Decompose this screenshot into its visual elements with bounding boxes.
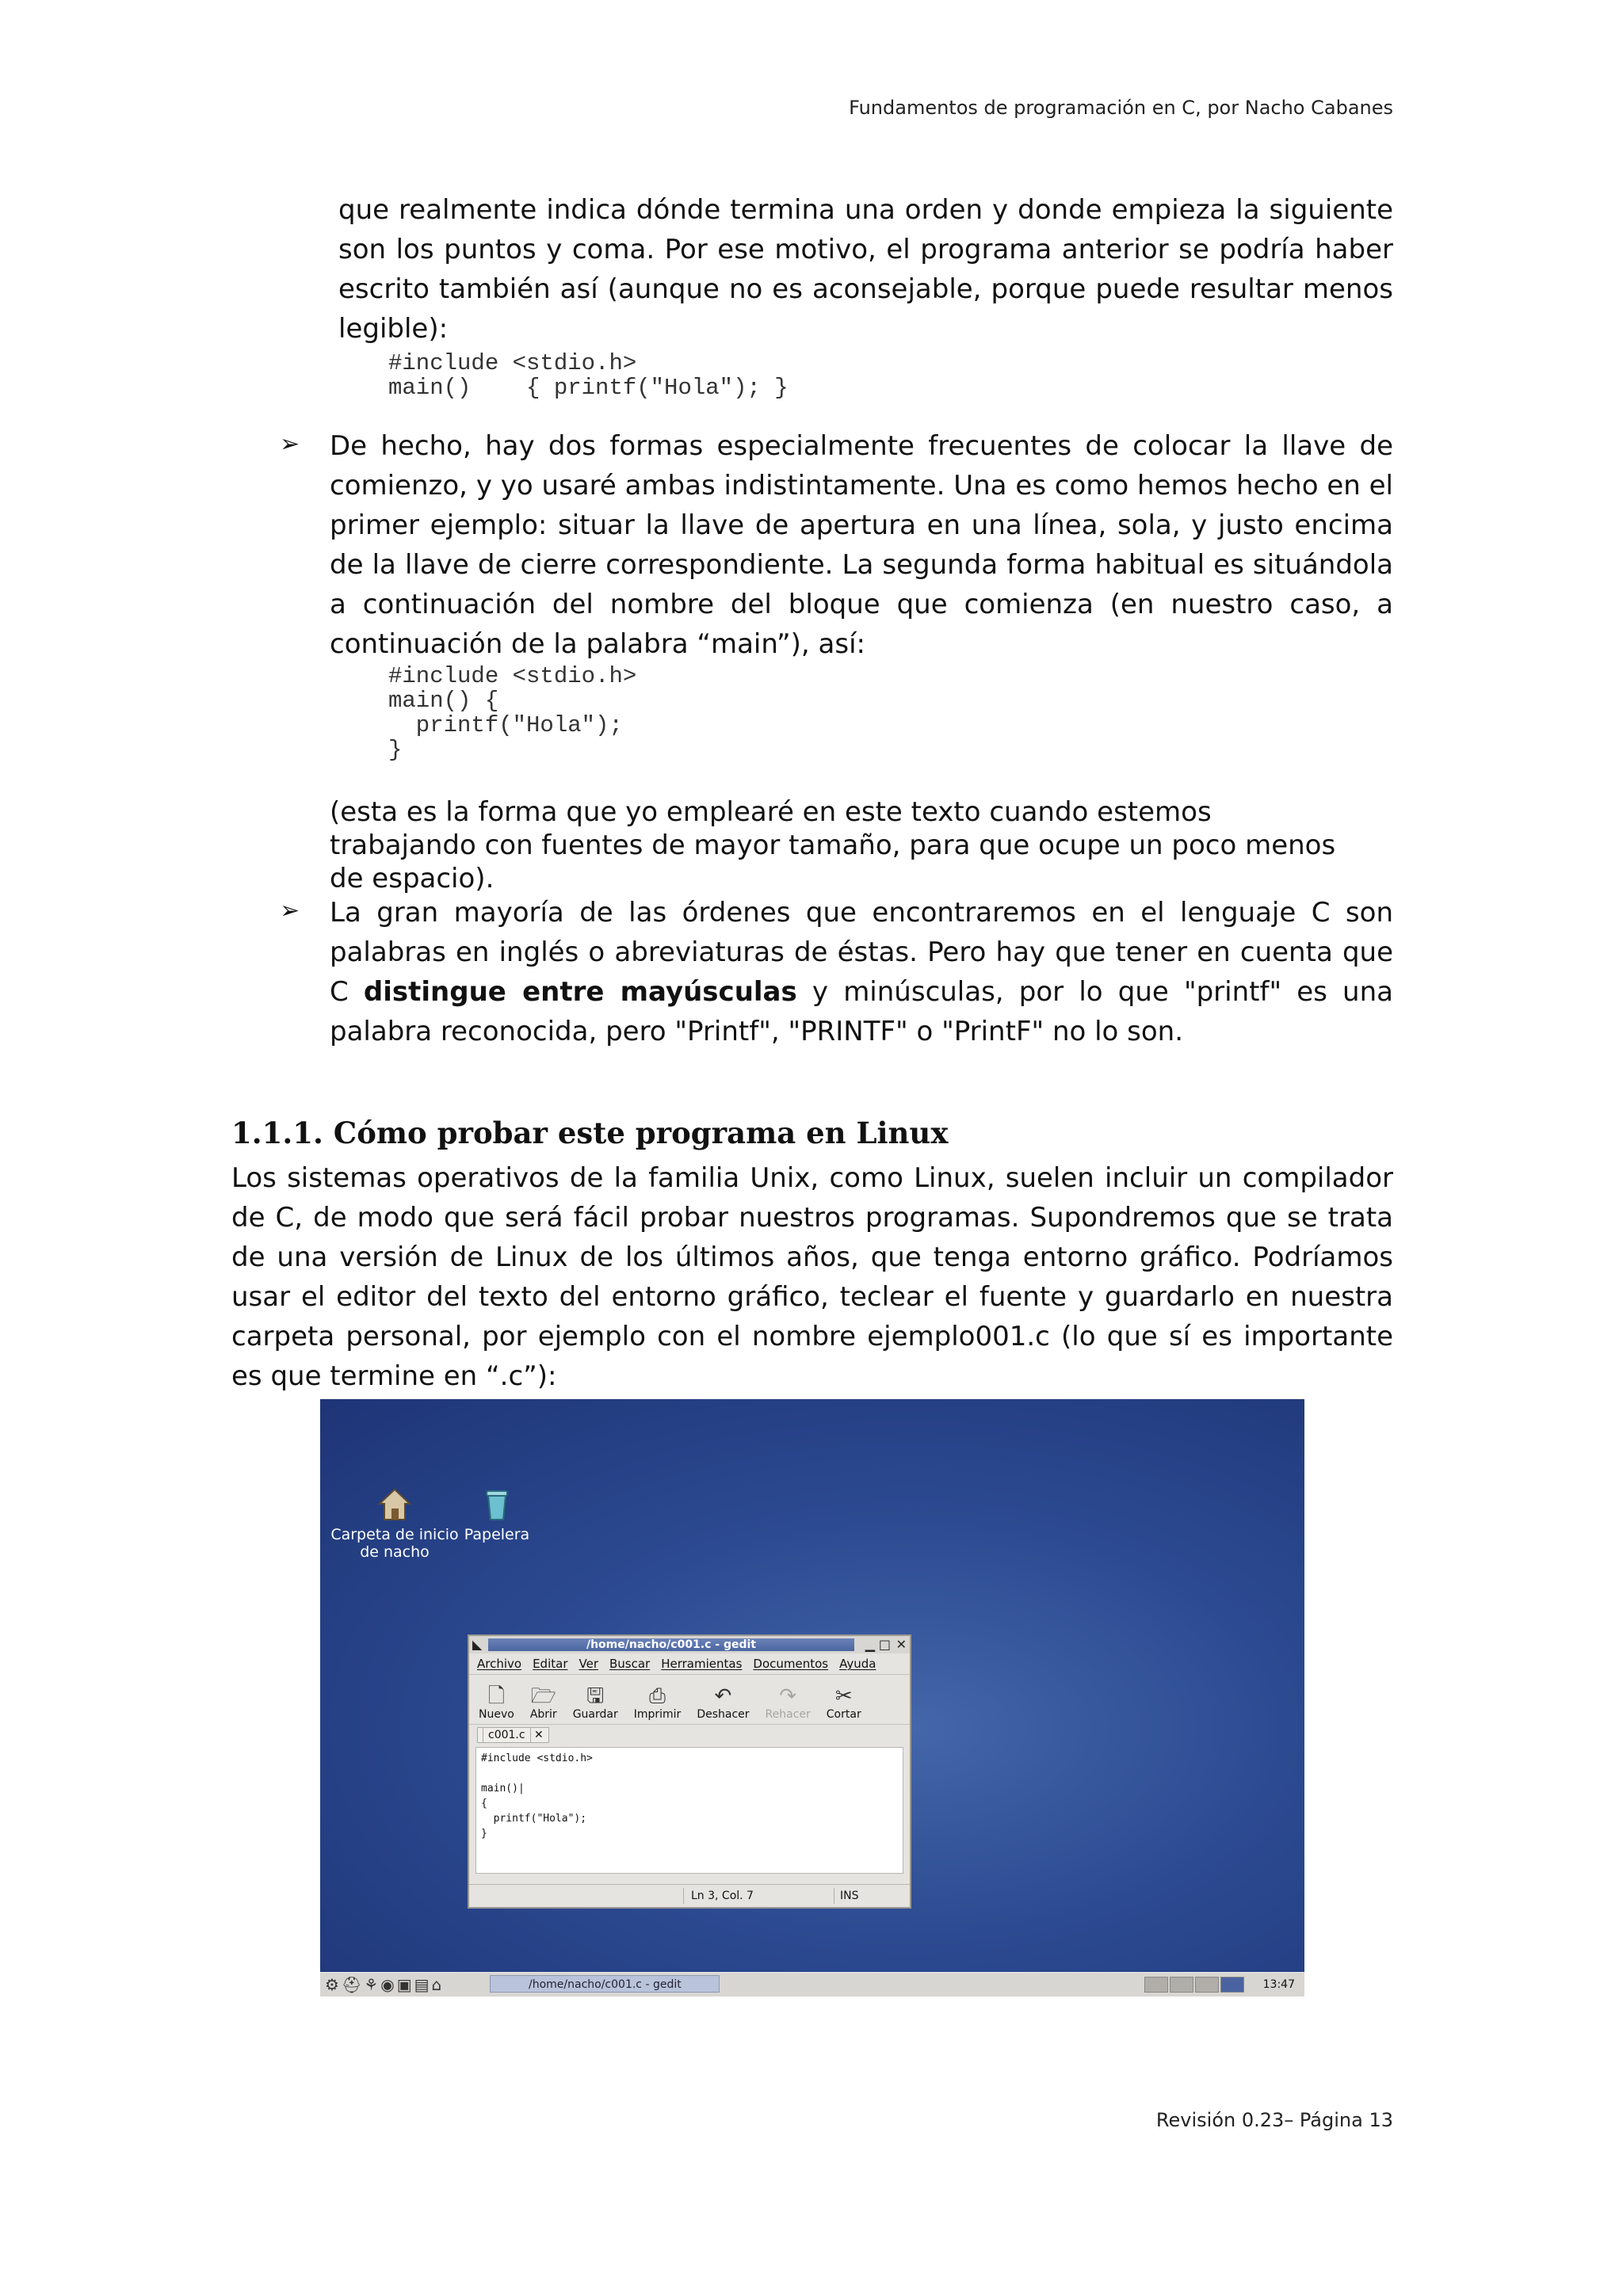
code-example-2: #include <stdio.h> main() { printf("Hola"); }	[388, 663, 637, 763]
desktop-icon-trash[interactable]	[430, 1486, 564, 1543]
printer-icon: ⎙	[649, 1684, 666, 1708]
tab-close-icon[interactable]: ✕	[534, 1729, 544, 1741]
bullet-arrow-icon: ➢	[280, 897, 300, 925]
status-divider	[683, 1888, 684, 1904]
note-paragraph: (esta es la forma que yo emplearé en este texto cuando estemos trabajando con fuentes de mayor tamaño, para que ocupe un poco menos de espacio).	[330, 796, 1336, 894]
minimize-icon[interactable]: ▁	[865, 1637, 875, 1652]
cursor-position: Ln 3, Col. 7	[691, 1890, 754, 1902]
undo-icon: ↶	[714, 1684, 732, 1708]
taskbar	[320, 1972, 1304, 1997]
code-example-1: #include <stdio.h> main() { printf("Hola"); }	[388, 350, 789, 401]
gedit-window[interactable]	[468, 1634, 911, 1909]
taskbar-window-button[interactable]: /home/nacho/c001.c - gedit	[490, 1975, 720, 1993]
menu-bar	[469, 1653, 910, 1674]
trash-icon	[479, 1486, 515, 1523]
page-footer: Revisión 0.23– Página 13	[1155, 2109, 1393, 2131]
intro-paragraph: que realmente indica dónde termina una orden y donde empieza la siguiente son los puntos y coma. Por ese motivo, el programa anterior se podría haber escrito también así (aunque no es aconsejable, porque puede resultar menos legible):	[338, 194, 1393, 345]
bullet-paragraph-1: De hecho, hay dos formas especialmente frecuentes de colocar la llave de comienzo, y yo usaré ambas indistintamente. Una es como hemos hecho en el primer ejemplo: situar la llave de apertura en una línea, sola, y justo encima de la llave de cierre correspondiente. La segunda forma habitual es situándola a continuación del nombre del bloque que comienza (en nuestro caso, a continuación de la palabra “main”), así:	[330, 430, 1393, 660]
menu-documentos[interactable]: Documentos	[753, 1657, 829, 1671]
emphasis-text: distingue entre mayúsculas	[363, 976, 797, 1008]
toolbar	[469, 1674, 910, 1725]
clock: 13:47	[1262, 1978, 1295, 1991]
menu-buscar[interactable]: Buscar	[609, 1657, 651, 1671]
maximize-icon[interactable]: □	[878, 1637, 891, 1652]
linux-desktop-screenshot	[320, 1399, 1304, 1997]
print-button[interactable]: ⎙ Imprimir	[633, 1684, 682, 1721]
menu-editar[interactable]: Editar	[533, 1657, 568, 1671]
folder-open-icon: 🗁	[530, 1684, 556, 1708]
menu-archivo[interactable]: Archivo	[477, 1657, 522, 1671]
desktop-icon-label: Carpeta de inicio de nacho	[330, 1526, 459, 1561]
menu-herramientas[interactable]: Herramientas	[661, 1657, 743, 1671]
status-bar	[469, 1884, 910, 1907]
window-titlebar[interactable]	[469, 1636, 910, 1653]
save-icon: 🖫	[586, 1684, 605, 1708]
window-menu-icon[interactable]: ◣	[472, 1637, 483, 1652]
open-button[interactable]: 🗁 Abrir	[529, 1684, 557, 1721]
cut-button[interactable]: ✂ Cortar	[826, 1684, 861, 1721]
bullet-arrow-icon: ➢	[280, 430, 300, 458]
redo-icon: ↷	[779, 1684, 797, 1708]
menu-ayuda[interactable]: Ayuda	[839, 1657, 876, 1671]
insert-mode: INS	[840, 1890, 859, 1902]
new-document-icon: 🗋	[487, 1684, 505, 1708]
save-button[interactable]: 🖫 Guardar	[572, 1684, 618, 1721]
section-heading: 1.1.1. Cómo probar este programa en Linux	[231, 1116, 949, 1150]
document-tab[interactable]: c001.c ✕	[469, 1725, 910, 1745]
scissors-icon: ✂	[834, 1684, 853, 1708]
editor-textarea[interactable]: #include <stdio.h> main()| { printf("Hola"); }	[475, 1747, 903, 1874]
menu-ver[interactable]: Ver	[579, 1657, 598, 1671]
launcher-icons[interactable]: ⚙⛑⚘◉▣▤⌂	[325, 1975, 445, 1994]
workspace-pager[interactable]	[1144, 1977, 1246, 1996]
undo-button[interactable]: ↶ Deshacer	[697, 1684, 750, 1721]
redo-button[interactable]: ↷ Rehacer	[765, 1684, 811, 1721]
desktop-icon-label: Papelera	[464, 1526, 530, 1543]
close-icon[interactable]: ✕	[896, 1637, 907, 1652]
window-title: /home/nacho/c001.c - gedit	[488, 1638, 854, 1651]
bullet-paragraph-2: La gran mayoría de las órdenes que encontraremos en el lenguaje C son palabras en inglés o abreviaturas de éstas. Pero hay que tener en cuenta que C distingue entre mayúsculas y minúsculas, por lo que "printf" es una palabra reconocida, pero "Printf", "PRINTF" o "PrintF" no lo son.	[330, 897, 1393, 1047]
home-folder-icon	[376, 1486, 413, 1523]
section-paragraph: Los sistemas operativos de la familia Unix, como Linux, suelen incluir un compilador de C, de modo que será fácil probar nuestros programas. Supondremos que se trata de una versión de Linux de los últimos años, que tenga entorno gráfico. Podríamos usar el editor del texto del entorno gráfico, teclear el fuente y guardarlo en nuestra carpeta personal, por ejemplo con el nombre ejemplo001.c (lo que sí es importante es que termine en “.c”):	[231, 1162, 1393, 1392]
running-header: Fundamentos de programación en C, por Nacho Cabanes	[849, 97, 1393, 119]
new-button[interactable]: 🗋 Nuevo	[479, 1684, 514, 1721]
